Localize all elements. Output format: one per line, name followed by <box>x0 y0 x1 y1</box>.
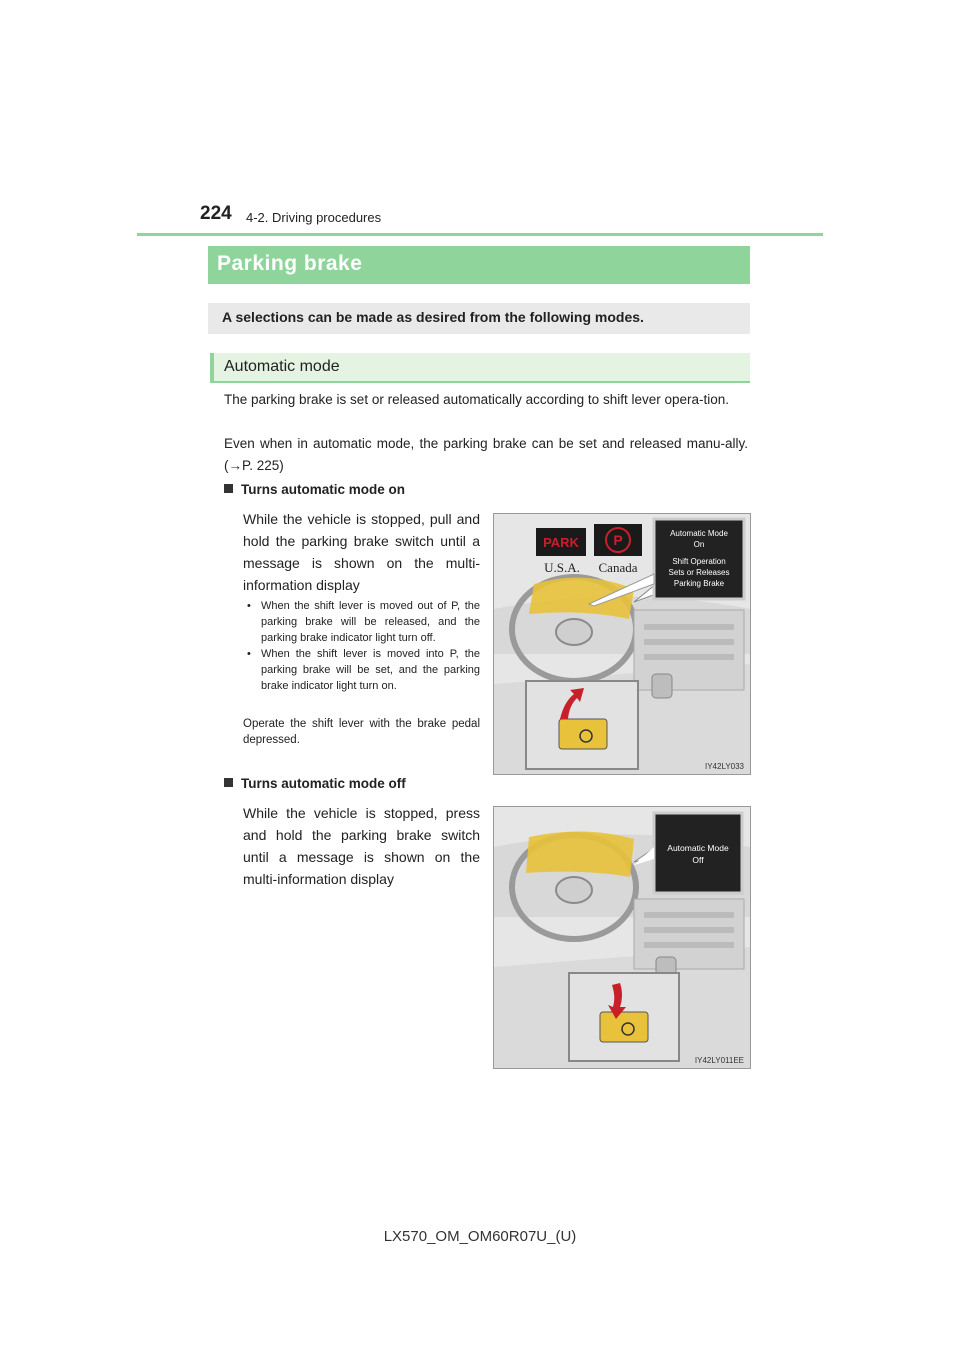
turn-on-notes <box>243 598 480 694</box>
turn-off-illustration <box>493 806 751 1069</box>
section-label: 4-2. Driving procedures <box>246 210 382 225</box>
page-number: 224 <box>200 203 232 224</box>
label-canada: Canada <box>598 560 638 575</box>
square-bullet-icon <box>224 484 233 493</box>
document-footer: LX570_OM_OM60R07U_(U) <box>383 1228 577 1245</box>
turn-off-heading-text: Turns automatic mode off <box>241 776 406 791</box>
turn-off-instruction: While the vehicle is stopped, press and hold the parking brake switch until a message is shown on the multi-information display <box>243 805 480 887</box>
display-line: Shift Operation <box>672 557 726 566</box>
turn-on-illustration <box>493 513 751 775</box>
display-line: On <box>693 540 705 549</box>
intro-text: A selections can be made as desired from the following modes. <box>222 309 644 325</box>
indicator-p-text: P <box>613 532 623 548</box>
display-line: Automatic Mode <box>667 843 729 853</box>
note-text: When the shift lever is moved into P, the parking brake will be set, and the parking brake indicator light turn on. <box>261 648 480 692</box>
automatic-mode-paragraph-2: Even when in automatic mode, the parking brake can be set and released manu-ally. (→P. 225) <box>224 436 748 473</box>
bullet-dot-icon: • <box>247 600 251 612</box>
square-bullet-icon <box>224 778 233 787</box>
display-line: Automatic Mode <box>670 529 728 538</box>
automatic-mode-paragraph-1: The parking brake is set or released automatically according to shift lever opera-tion. <box>224 392 730 407</box>
figure-code: IY42LY011EE <box>694 1056 744 1065</box>
header-rule <box>137 233 823 236</box>
label-usa: U.S.A. <box>544 560 580 575</box>
turn-off-heading <box>224 776 406 791</box>
turn-on-heading <box>224 482 405 497</box>
turn-on-instruction: While the vehicle is stopped, pull and hold the parking brake switch until a message is shown on the multi-information display <box>243 511 480 593</box>
subhead-text: Automatic mode <box>224 358 340 375</box>
note-text: When the shift lever is moved out of P, the parking brake will be released, and the parking brake indicator light turn off. <box>261 600 480 644</box>
display-line: Off <box>692 855 704 865</box>
note-item <box>243 646 480 694</box>
bullet-dot-icon: • <box>247 648 251 660</box>
figure-code: IY42LY033 <box>705 762 744 771</box>
automatic-mode-heading <box>210 353 750 383</box>
display-line: Parking Brake <box>673 579 725 588</box>
display-line: Sets or Releases <box>668 568 730 577</box>
note-item <box>243 598 480 646</box>
operate-note: Operate the shift lever with the brake pedal depressed. <box>243 718 480 746</box>
title-banner <box>208 246 750 284</box>
turn-on-heading-text: Turns automatic mode on <box>241 482 406 497</box>
indicator-park-text: PARK <box>543 535 579 550</box>
page-title: Parking brake <box>217 252 363 275</box>
intro-box <box>208 303 750 334</box>
